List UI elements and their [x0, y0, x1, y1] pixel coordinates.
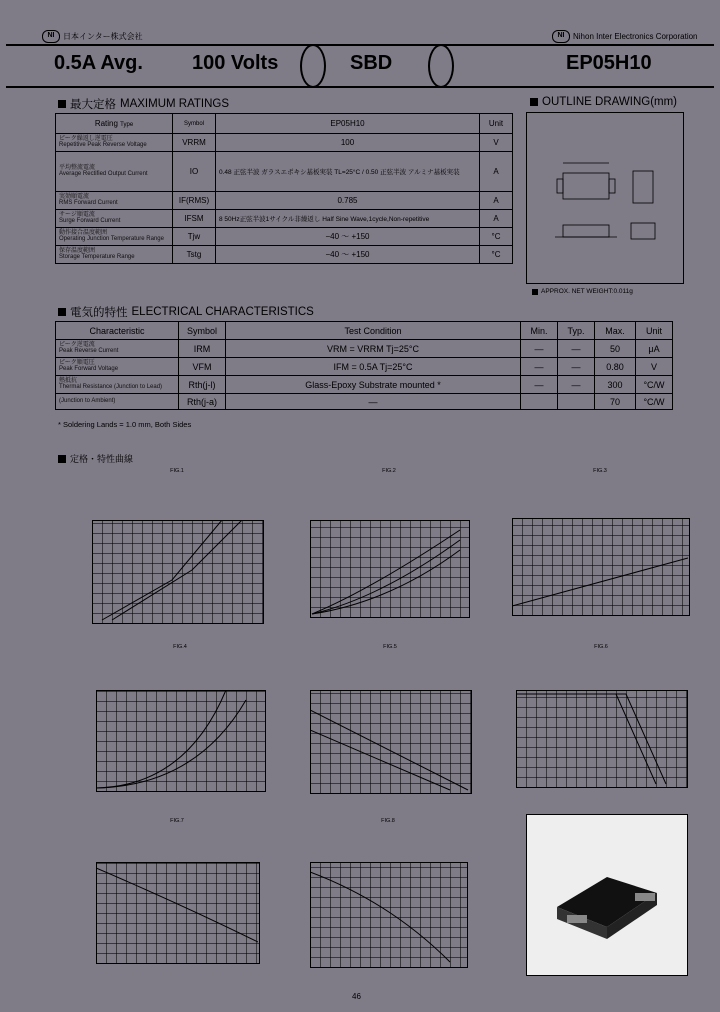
net-weight-text: APPROX. NET WEIGHT:0.011g [541, 288, 633, 295]
fig-4 [96, 644, 264, 790]
fig-label: FIG.2 [382, 468, 396, 474]
curves-heading [58, 452, 133, 465]
table-row: ピーク逆電流 Peak Reverse Current IRM VRM = VRRM Tj=25°C — — 50 μA [56, 340, 673, 358]
voltage-rating: 100 Volts [192, 52, 279, 74]
curves-title: 定格・特性曲線 [70, 454, 134, 464]
outline-drawing [526, 112, 684, 284]
col-symbol: Symbol [173, 114, 216, 134]
table-row: 動作接合温度範囲 Operating Junction Temperature Range Tjw −40 ～ +150 °C [56, 228, 513, 246]
fig-7 [96, 818, 258, 962]
table-row: 保存温度範囲 Storage Temperature Range Tstg −40 ～ +150 °C [56, 246, 513, 264]
section-bullet-icon [58, 308, 66, 316]
heading-en: ELECTRICAL CHARACTERISTICS [131, 306, 314, 318]
col-rating: Rating Type [56, 114, 173, 134]
fig-1 [92, 468, 262, 622]
table-row: 実効順電流 RMS Forward Current IF(RMS) 0.785 A [56, 192, 513, 210]
curve-lines [96, 862, 258, 962]
band-divider [300, 44, 326, 88]
fig-8 [310, 818, 466, 966]
fig-3 [512, 468, 688, 614]
fig-5 [310, 644, 470, 792]
company-name-jp: 日本インター株式会社 [63, 32, 143, 41]
heading-en: MAXIMUM RATINGS [120, 98, 230, 110]
heading-jp: 最大定格 [70, 99, 116, 111]
section-bullet-icon [58, 455, 66, 463]
max-ratings-table [55, 113, 513, 264]
ni-logo-icon: NI [42, 30, 60, 43]
package-outline-svg [527, 113, 683, 283]
company-logo-right [552, 30, 698, 43]
col-unit: Unit [480, 114, 513, 134]
outline-heading [530, 96, 677, 108]
curve-lines [310, 690, 470, 792]
fig-label: FIG.3 [593, 468, 607, 474]
table-row: サージ順電流 Surge Forward Current IFSM 8 50Hz正弦半波1サイクル非繰返し Half Sine Wave,1cycle,Non-repetitive A [56, 210, 513, 228]
band-divider [428, 44, 454, 88]
col-typ: Typ. [558, 322, 595, 340]
curve-lines [512, 518, 688, 614]
col-max: Max. [595, 322, 636, 340]
fig-label: FIG.5 [383, 644, 397, 650]
page-number: 46 [352, 992, 361, 1001]
col-symbol: Symbol [179, 322, 226, 340]
table-row: 平均整流電流 Average Rectified Output Current IO 0.48 正弦半波 ガラスエポキシ基板実装 TL=25°C / 0.50 正弦半波 アルミナ基板実装 A [56, 152, 513, 192]
col-characteristic: Characteristic [56, 322, 179, 340]
table-row: ピーク繰返し逆電圧 Repetitive Peak Reverse Voltage VRRM 100 V [56, 134, 513, 152]
curve-lines [96, 690, 264, 790]
curve-lines [310, 520, 468, 616]
curve-lines [516, 690, 686, 786]
net-weight [532, 288, 633, 295]
fig-label: FIG.4 [173, 644, 187, 650]
max-ratings-heading [58, 96, 229, 112]
package-photo [526, 814, 688, 976]
title-band [6, 44, 714, 88]
curve-lines [310, 862, 466, 966]
heading-jp: 電気的特性 [70, 307, 128, 319]
device-type: SBD [350, 52, 393, 74]
table-row: ピーク順電圧 Peak Forward Voltage VFM IFM = 0.5A Tj=25°C — — 0.80 V [56, 358, 673, 376]
fig-label: FIG.6 [594, 644, 608, 650]
company-name-en: Nihon Inter Electronics Corporation [573, 32, 698, 41]
fig-label: FIG.7 [170, 818, 184, 824]
outline-title: OUTLINE DRAWING(mm) [542, 96, 678, 108]
section-bullet-icon [58, 100, 66, 108]
col-min: Min. [521, 322, 558, 340]
fig-label: FIG.8 [381, 818, 395, 824]
fig-6 [516, 644, 686, 786]
part-number: EP05H10 [566, 52, 652, 74]
table-row: 熱抵抗 Thermal Resistance (Junction to Lead) Rth(j-l) Glass-Epoxy Substrate mounted * — — 300 °C/W [56, 376, 673, 394]
col-condition: Test Condition [226, 322, 521, 340]
ni-logo-icon: NI [552, 30, 570, 43]
soldering-note: * Soldering Lands = 1.0 mm, Both Sides [58, 420, 192, 429]
bullet-icon [532, 289, 538, 295]
current-rating: 0.5A Avg. [54, 52, 143, 74]
fig-2 [310, 468, 468, 616]
table-row: (Junction to Ambient) Rth(j-a) — 70 °C/W [56, 394, 673, 410]
col-unit: Unit [636, 322, 673, 340]
curve-lines [92, 520, 262, 622]
electrical-table [55, 321, 673, 410]
fig-label: FIG.1 [170, 468, 184, 474]
company-logo-left [42, 30, 143, 43]
elec-heading [58, 304, 314, 320]
package-image-icon [527, 815, 687, 975]
col-part: EP05H10 [216, 114, 480, 134]
section-bullet-icon [530, 98, 538, 106]
